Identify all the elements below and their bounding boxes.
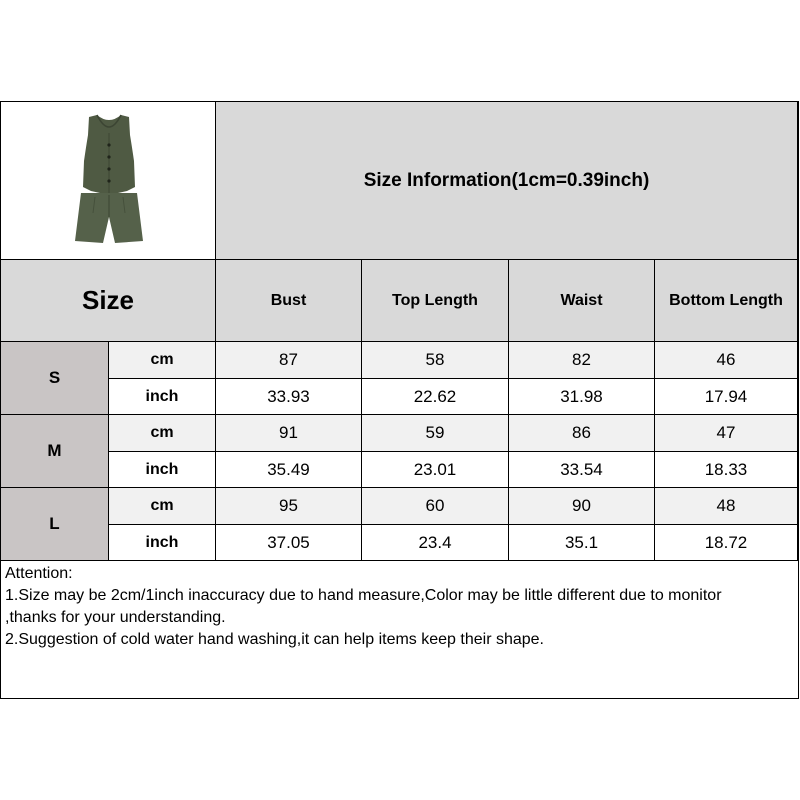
product-image-cell (1, 102, 216, 260)
table-row (109, 452, 216, 488)
column-label: Bust (270, 291, 307, 309)
table-cell (362, 342, 509, 379)
size-header-cell (1, 260, 216, 342)
table-cell (362, 488, 509, 525)
cell-value: 95 (279, 496, 298, 515)
table-cell (509, 342, 655, 379)
table-cell (216, 342, 362, 379)
cell-value: 90 (572, 496, 591, 515)
note-line: 2.Suggestion of cold water hand washing,it can help items keep their shape. (5, 631, 544, 648)
vest-shorts-set-image (31, 105, 187, 257)
table-cell (509, 379, 655, 415)
title-cell (216, 102, 798, 260)
table-cell (216, 488, 362, 525)
column-header-bust (216, 260, 362, 342)
table-row (109, 379, 216, 415)
table-cell (509, 452, 655, 488)
table-cell (509, 415, 655, 452)
cell-value: 22.62 (413, 386, 457, 406)
table-cell (655, 379, 798, 415)
cell-value: 35.1 (564, 532, 599, 552)
table-cell (216, 525, 362, 561)
table-cell (509, 488, 655, 525)
cell-value: 33.93 (267, 386, 310, 406)
cell-value: 18.72 (704, 532, 748, 552)
cell-value: 59 (425, 423, 445, 442)
unit-label: cm (150, 424, 174, 441)
page-title: Size Information(1cm=0.39inch) (363, 169, 650, 191)
column-header-top-length (362, 260, 509, 342)
cell-value: 58 (425, 350, 445, 369)
product-photo (31, 105, 187, 257)
table-row (109, 525, 216, 561)
cell-value: 87 (279, 350, 298, 369)
table-cell (216, 415, 362, 452)
size-label-cell (1, 342, 109, 415)
table-cell (655, 525, 798, 561)
column-label: Top Length (392, 291, 478, 309)
cell-value: 48 (716, 496, 736, 515)
table-row (109, 488, 216, 525)
cell-value: 23.01 (413, 459, 457, 479)
table-cell (655, 415, 798, 452)
unit-label: cm (150, 497, 174, 514)
table-row (109, 342, 216, 379)
cell-value: 23.4 (418, 532, 452, 552)
size-label-cell (1, 488, 109, 561)
column-header-waist (509, 260, 655, 342)
cell-value: 31.98 (560, 386, 603, 406)
table-row (109, 415, 216, 452)
cell-value: 17.94 (704, 386, 748, 406)
table-cell (216, 452, 362, 488)
cell-value: 60 (425, 496, 445, 515)
unit-label: inch (145, 533, 179, 551)
cell-value: 37.05 (267, 532, 310, 552)
cell-value: 18.33 (704, 459, 748, 479)
cell-value: 82 (572, 350, 591, 369)
table-cell (216, 379, 362, 415)
table-cell (509, 525, 655, 561)
note-line: 1.Size may be 2cm/1inch inaccuracy due to hand measure,Color may be little different due to monitor (5, 587, 722, 604)
cell-value: 33.54 (560, 459, 603, 479)
unit-label: inch (145, 460, 179, 478)
column-label: Bottom Length (669, 291, 783, 309)
size-label-cell (1, 415, 109, 488)
column-label: Waist (560, 291, 603, 309)
notes-heading: Attention: (5, 565, 73, 582)
size-label: L (49, 514, 60, 533)
attention-notes (1, 560, 798, 651)
note-line: ,thanks for your understanding. (5, 609, 226, 626)
table-cell (655, 488, 798, 525)
cell-value: 35.49 (267, 459, 310, 479)
table-cell (655, 452, 798, 488)
unit-label: inch (145, 387, 179, 405)
table-cell (362, 452, 509, 488)
cell-value: 86 (572, 423, 591, 442)
size-label: M (47, 441, 62, 460)
table-cell (362, 525, 509, 561)
unit-label: cm (150, 351, 174, 368)
table-cell (362, 379, 509, 415)
column-header-bottom-length (655, 260, 798, 342)
size-chart (0, 101, 799, 699)
cell-value: 47 (716, 423, 736, 442)
cell-value: 91 (279, 423, 298, 442)
size-label: S (48, 368, 61, 387)
table-cell (362, 415, 509, 452)
table-cell (655, 342, 798, 379)
size-header: Size (81, 285, 135, 315)
cell-value: 46 (716, 350, 736, 369)
